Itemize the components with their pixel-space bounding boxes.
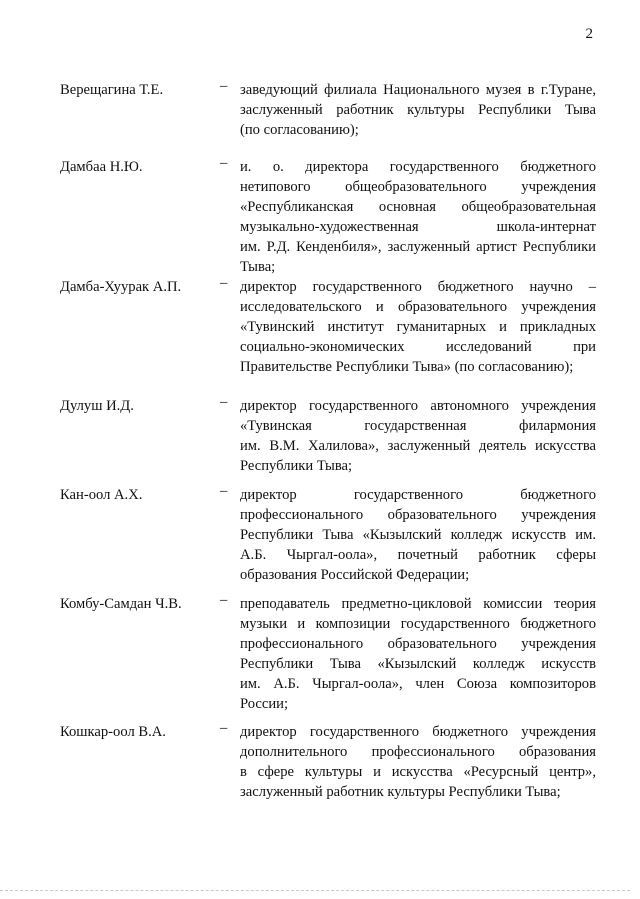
description-line: дополнительного профессионального образования — [240, 744, 596, 760]
dash-separator: – — [220, 155, 228, 171]
member-description — [238, 396, 596, 485]
member-entry — [0, 594, 640, 722]
member-entry — [0, 80, 640, 157]
member-entry — [0, 396, 640, 485]
description-line: А.Б. Чыргал-оола», почетный работник сферы — [240, 547, 596, 563]
member-description — [238, 722, 596, 822]
member-entry — [0, 277, 640, 396]
description-line: им. Р.Д. Кенденбиля», заслуженный артист Республики — [240, 239, 596, 255]
description-line: директор государственного бюджетного — [240, 487, 596, 503]
dash-separator: – — [220, 720, 228, 736]
member-description — [238, 157, 596, 277]
description-line: и. о. директора государственного бюджетного — [240, 159, 596, 175]
description-line: им. А.Б. Чыргал-оола», член Союза композиторов — [240, 676, 596, 692]
member-name: Дамба-Хуурак А.П. — [60, 279, 182, 295]
description-line: России; — [240, 696, 289, 712]
description-line: «Республиканская основная общеобразовательная — [240, 199, 596, 215]
dash-separator: – — [220, 394, 228, 410]
dash-separator: – — [220, 483, 228, 499]
description-line: директор государственного бюджетного учреждения — [240, 724, 596, 740]
member-entry — [0, 722, 640, 822]
description-line: Республики Тыва; — [240, 458, 353, 474]
member-name: Дамбаа Н.Ю. — [60, 159, 143, 175]
description-line: социально-экономических исследований при — [240, 339, 596, 355]
commission-member-list — [0, 80, 640, 822]
description-line: Тыва; — [240, 259, 276, 275]
description-line: директор государственного автономного учреждения — [240, 398, 596, 414]
member-entry — [0, 485, 640, 594]
description-line: образования Российской Федерации; — [240, 567, 470, 583]
description-line: Республики Тыва «Кызылский колледж искусств им. — [240, 527, 596, 543]
member-name: Комбу-Самдан Ч.В. — [60, 596, 182, 612]
description-line: преподаватель предметно-цикловой комиссии теория — [240, 596, 596, 612]
description-line: нетипового общеобразовательного учреждения — [240, 179, 596, 195]
description-line: (по согласованию); — [240, 122, 359, 138]
member-name: Кошкар-оол В.А. — [60, 724, 166, 740]
description-line: профессионального образовательного учреждения — [240, 636, 596, 652]
description-line: музыки и композиции государственного бюджетного — [240, 616, 596, 632]
description-line: «Тувинский институт гуманитарных и прикладных — [240, 319, 596, 335]
dash-separator: – — [220, 78, 228, 94]
description-line: музыкально-художественная школа-интернат — [240, 219, 596, 235]
member-description — [238, 594, 596, 722]
member-name: Дулуш И.Д. — [60, 398, 134, 414]
description-line: профессионального образовательного учреждения — [240, 507, 596, 523]
member-description — [238, 485, 596, 594]
member-name: Кан-оол А.Х. — [60, 487, 143, 503]
member-description — [238, 80, 596, 157]
member-entry — [0, 157, 640, 277]
member-name: Верещагина Т.Е. — [60, 82, 164, 98]
description-line: «Тувинская государственная филармония — [240, 418, 596, 434]
description-line: заведующий филиала Национального музея в г.Туране, — [240, 82, 596, 98]
description-line: Республики Тыва «Кызылский колледж искусств — [240, 656, 596, 672]
description-line: директор государственного бюджетного научно – — [240, 279, 596, 295]
description-line: им. В.М. Халилова», заслуженный деятель искусства — [240, 438, 596, 454]
description-line: заслуженный работник культуры Республики Тыва; — [240, 784, 561, 800]
description-line: Правительстве Республики Тыва» (по согласованию); — [240, 359, 574, 375]
member-description — [238, 277, 596, 396]
page-number: 2 — [585, 26, 593, 42]
scan-edge-divider — [0, 890, 630, 891]
description-line: в сфере культуры и искусства «Ресурсный центр», — [240, 764, 596, 780]
description-line: заслуженный работник культуры Республики Тыва — [240, 102, 596, 118]
description-line: исследовательского и образовательного учреждения — [240, 299, 596, 315]
dash-separator: – — [220, 592, 228, 608]
dash-separator: – — [220, 275, 228, 291]
